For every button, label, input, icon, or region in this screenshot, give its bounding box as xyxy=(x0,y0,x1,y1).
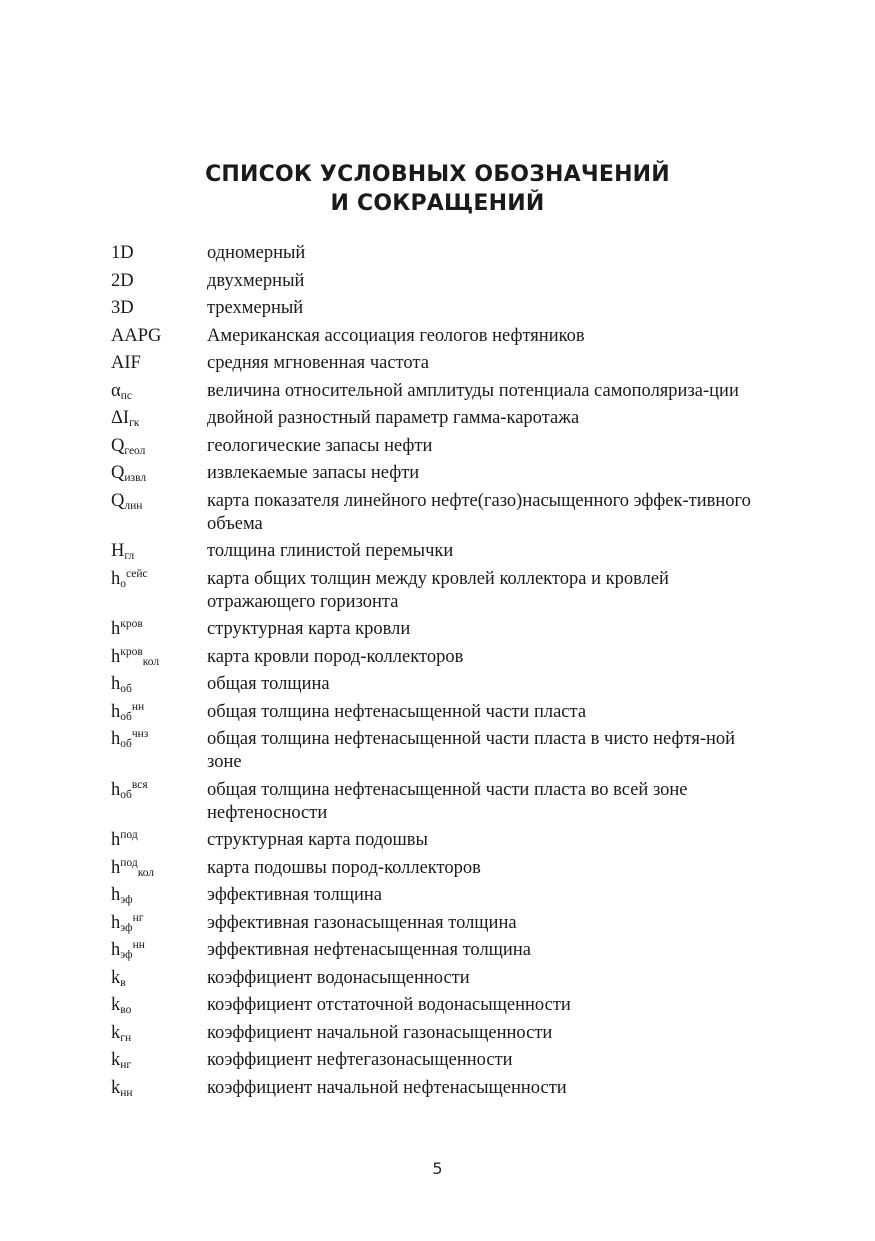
list-item xyxy=(111,994,771,1017)
list-item xyxy=(111,884,771,907)
list-item xyxy=(111,568,771,614)
symbol xyxy=(111,540,207,563)
symbol xyxy=(111,407,207,430)
symbol-base: 2D xyxy=(111,270,134,291)
definition: структурная карта кровли xyxy=(207,619,411,639)
definition: общая толщина нефтенасыщенной части пласта xyxy=(207,701,587,722)
definition: величина относительной амплитуды потенциала самополяриза-ции xyxy=(207,380,739,401)
list-item xyxy=(111,728,771,774)
symbol xyxy=(111,462,207,485)
symbol xyxy=(111,352,207,375)
definition: трехмерный xyxy=(207,298,304,318)
symbol-subscript: об xyxy=(120,738,132,750)
symbol-subscript: во xyxy=(120,1004,132,1016)
definition: общая толщина xyxy=(207,674,330,694)
symbol-subscript: кол xyxy=(137,866,155,879)
definition: двухмерный xyxy=(207,270,305,291)
list-item xyxy=(111,646,771,669)
symbol xyxy=(111,701,207,724)
list-item xyxy=(111,701,771,724)
list-item xyxy=(111,380,771,403)
symbol-base: h xyxy=(111,830,121,850)
symbol-subscript: гк xyxy=(129,417,140,429)
symbol xyxy=(111,1022,207,1045)
definition: Американская ассоциация геологов нефтяников xyxy=(207,325,585,346)
symbol-superscript: кров xyxy=(120,618,143,630)
page-title xyxy=(0,160,875,218)
list-item xyxy=(111,242,771,265)
symbol-superscript: кров xyxy=(120,645,143,658)
symbol-base: Q xyxy=(111,435,125,456)
definition: карта показателя линейного нефте(газо)насыщенного эффек-тивного объема xyxy=(207,490,751,534)
definition: карта общих толщин между кровлей коллектора и кровлей отражающего горизонта xyxy=(207,568,669,612)
list-item xyxy=(111,352,771,375)
symbol xyxy=(111,270,207,293)
symbol-subscript: кол xyxy=(142,655,160,668)
symbol-base: k xyxy=(111,967,121,988)
list-item xyxy=(111,673,771,696)
symbol xyxy=(111,618,207,641)
list-item xyxy=(111,407,771,430)
definition: двойной разностный параметр гамма-каротажа xyxy=(207,408,580,428)
symbol-base: h xyxy=(111,729,121,749)
list-item xyxy=(111,779,771,825)
symbol-superscript: нн xyxy=(131,700,145,713)
definition: геологические запасы нефти xyxy=(207,435,433,456)
list-item xyxy=(111,325,771,348)
symbol-base: α xyxy=(111,380,121,401)
symbol xyxy=(111,994,207,1017)
symbol-base: h xyxy=(111,940,121,960)
symbol-base: Q xyxy=(111,490,125,511)
symbol-superscript: сейс xyxy=(126,567,148,580)
definition: коэффициент отстаточной водонасыщенности xyxy=(207,995,571,1015)
symbol xyxy=(111,728,207,751)
symbol-base: k xyxy=(111,1077,121,1098)
definition: карта подошвы пород-коллекторов xyxy=(207,857,481,878)
definition: извлекаемые запасы нефти xyxy=(207,463,420,483)
symbol-subscript: извл xyxy=(124,472,147,484)
definition: общая толщина нефтенасыщенной части пласта в чисто нефтя-ной зоне xyxy=(207,729,736,772)
definition: коэффициент водонасыщенности xyxy=(207,967,470,988)
abbreviation-list xyxy=(111,242,771,1104)
symbol-base: h xyxy=(111,701,121,722)
definition: средняя мгновенная частота xyxy=(207,353,429,373)
symbol-base: h xyxy=(111,885,121,905)
symbol-superscript: под xyxy=(120,829,138,841)
symbol xyxy=(111,673,207,696)
symbol-base: h xyxy=(111,646,121,667)
symbol xyxy=(111,884,207,907)
symbol-base: h xyxy=(111,619,121,639)
definition: коэффициент начальной газонасыщенности xyxy=(207,1022,553,1043)
list-item xyxy=(111,1049,771,1072)
symbol xyxy=(111,325,207,348)
list-item xyxy=(111,857,771,880)
symbol xyxy=(111,490,207,513)
symbol-subscript: о xyxy=(120,577,126,590)
symbol-base: h xyxy=(111,779,121,800)
symbol-subscript: геол xyxy=(124,444,146,457)
definition: эффективная газонасыщенная толщина xyxy=(207,912,517,933)
symbol-base: k xyxy=(111,995,121,1015)
list-item xyxy=(111,939,771,962)
symbol-superscript: нн xyxy=(132,939,145,951)
symbol xyxy=(111,779,207,802)
symbol xyxy=(111,912,207,935)
list-item xyxy=(111,297,771,320)
symbol xyxy=(111,435,207,458)
symbol-subscript: пс xyxy=(120,389,132,402)
symbol-base: 1D xyxy=(111,243,134,263)
symbol-base: k xyxy=(111,1022,121,1043)
symbol xyxy=(111,967,207,990)
list-item xyxy=(111,618,771,641)
symbol-superscript: чнз xyxy=(131,728,149,740)
symbol-subscript: нг xyxy=(120,1059,132,1071)
symbol-base: k xyxy=(111,1050,121,1070)
symbol-subscript: в xyxy=(120,976,126,989)
symbol xyxy=(111,242,207,265)
symbol-base: h xyxy=(111,568,121,589)
symbol-subscript: об xyxy=(120,788,132,801)
symbol-subscript: лин xyxy=(124,499,143,512)
symbol-subscript: об xyxy=(120,683,132,695)
symbol xyxy=(111,1077,207,1100)
definition: общая толщина нефтенасыщенной части пласта во всей зоне нефтеносности xyxy=(207,779,688,823)
definition: эффективная толщина xyxy=(207,885,382,905)
symbol xyxy=(111,857,207,880)
symbol xyxy=(111,939,207,962)
definition: толщина глинистой перемычки xyxy=(207,541,454,561)
definition: коэффициент начальной нефтенасыщенности xyxy=(207,1077,567,1098)
symbol-base: ΔI xyxy=(111,408,130,428)
symbol-subscript: эф xyxy=(120,949,133,961)
list-item xyxy=(111,435,771,458)
page-number: 5 xyxy=(432,1159,443,1178)
symbol-base: Q xyxy=(111,463,125,483)
list-item xyxy=(111,1077,771,1100)
list-item xyxy=(111,462,771,485)
list-item xyxy=(111,490,771,536)
definition: карта кровли пород-коллекторов xyxy=(207,646,464,667)
list-item xyxy=(111,912,771,935)
symbol-base: H xyxy=(111,541,125,561)
symbol xyxy=(111,380,207,403)
list-item xyxy=(111,967,771,990)
symbol xyxy=(111,1049,207,1072)
symbol-subscript: гн xyxy=(120,1031,132,1044)
symbol xyxy=(111,568,207,591)
symbol-subscript: гл xyxy=(124,550,135,562)
symbol-base: h xyxy=(111,857,121,878)
symbol-base: 3D xyxy=(111,298,134,318)
symbol xyxy=(111,829,207,852)
symbol xyxy=(111,646,207,669)
symbol-base: h xyxy=(111,912,121,933)
title-line-1: СПИСОК УСЛОВНЫХ ОБОЗНАЧЕНИЙ xyxy=(205,162,670,187)
definition: одномерный xyxy=(207,243,306,263)
symbol-superscript: нг xyxy=(132,911,144,924)
definition: коэффициент нефтегазонасыщенности xyxy=(207,1050,513,1070)
symbol-subscript: об xyxy=(120,710,132,723)
list-item xyxy=(111,270,771,293)
symbol-subscript: эф xyxy=(120,894,133,906)
list-item xyxy=(111,540,771,563)
symbol-base: AAPG xyxy=(111,325,162,346)
definition: эффективная нефтенасыщенная толщина xyxy=(207,940,531,960)
symbol xyxy=(111,297,207,320)
symbol-superscript: вся xyxy=(131,778,148,791)
symbol-base: h xyxy=(111,674,121,694)
title-line-2: И СОКРАЩЕНИЙ xyxy=(330,191,545,216)
symbol-subscript: нн xyxy=(120,1086,133,1099)
symbol-superscript: под xyxy=(120,856,138,869)
list-item xyxy=(111,1022,771,1045)
definition: структурная карта подошвы xyxy=(207,830,428,850)
list-item xyxy=(111,829,771,852)
symbol-subscript: эф xyxy=(120,921,133,934)
symbol-base: AIF xyxy=(111,353,141,373)
